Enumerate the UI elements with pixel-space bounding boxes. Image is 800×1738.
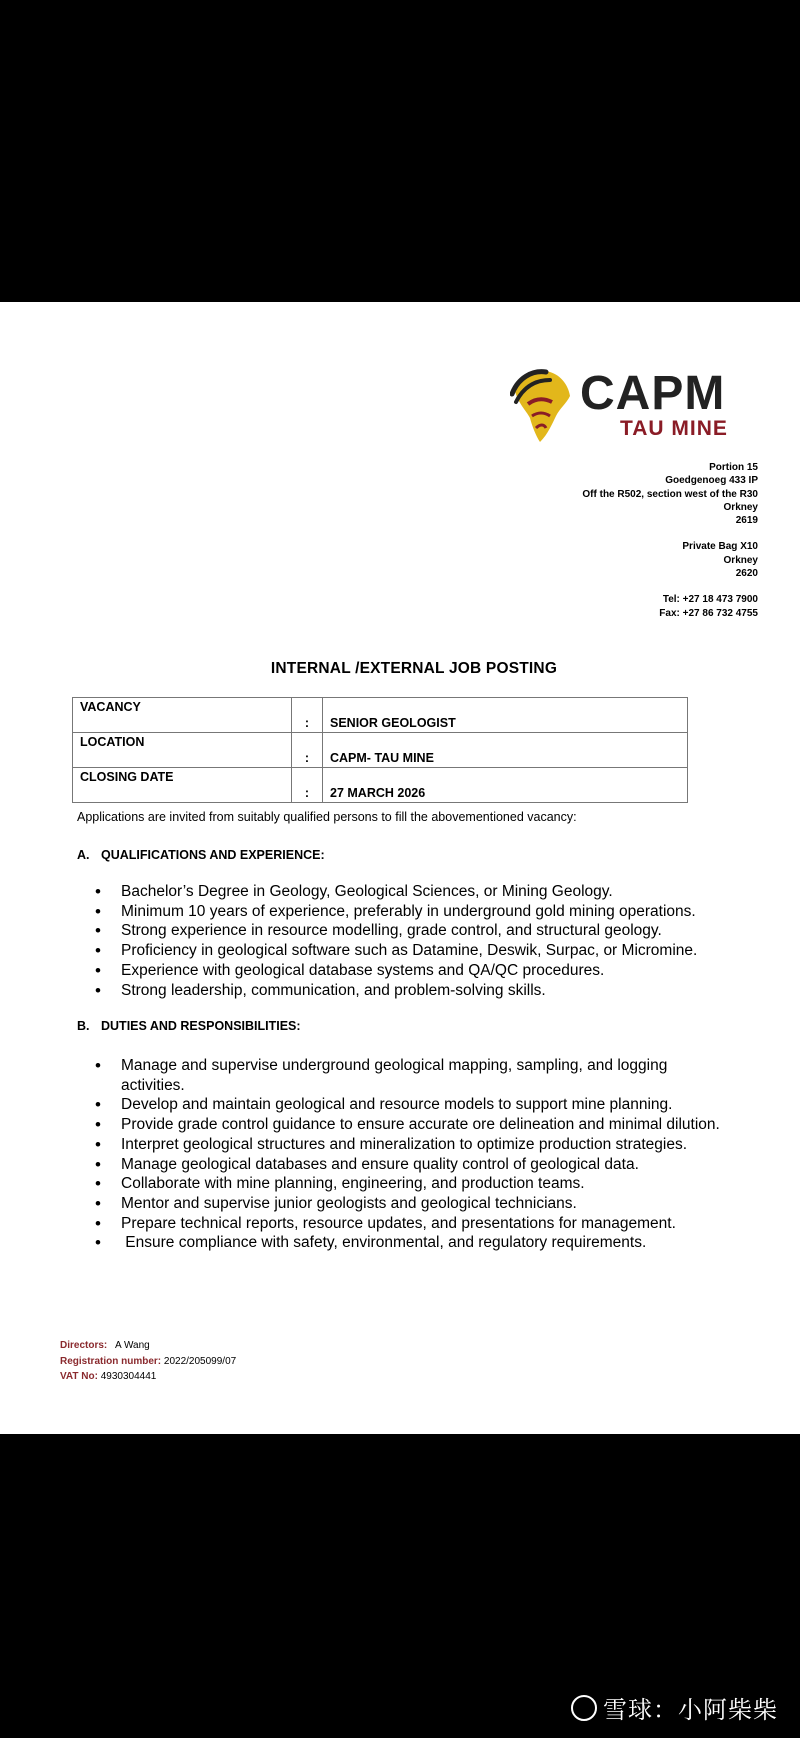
watermark [571, 1690, 778, 1725]
table-row [73, 733, 688, 768]
row-value: SENIOR GEOLOGIST [323, 698, 688, 733]
telephone: Tel: +27 18 473 7900 [662, 594, 758, 606]
logo-wordmark: CAPM [580, 367, 726, 420]
table-row [73, 768, 688, 803]
africa-map-icon [510, 364, 574, 446]
capm-logo [510, 364, 766, 446]
list-item: • Ensure compliance with safety, environmental, and regulatory requirements. [93, 1233, 773, 1253]
list-item: • Provide grade control guidance to ensure accurate ore delineation and minimal dilution. [93, 1115, 773, 1135]
snowball-icon [571, 1695, 597, 1721]
logo-subtitle: TAU MINE [620, 417, 728, 440]
row-value: 27 MARCH 2026 [323, 768, 688, 803]
intro-text: Applications are invited from suitably qualified persons to fill the abovementioned vacancy: [77, 810, 577, 824]
company-footer [60, 1338, 236, 1385]
document-page [0, 302, 800, 1434]
postal-line: Orkney [723, 554, 758, 566]
list-item: • Develop and maintain geological and resource models to support mine planning. [93, 1095, 773, 1115]
list-item: • Minimum 10 years of experience, preferably in underground gold mining operations. [93, 902, 773, 922]
list-item: • Strong leadership, communication, and problem-solving skills. [93, 981, 773, 1001]
registration-line [60, 1354, 236, 1370]
section-letter: B. [77, 1019, 90, 1033]
document-title: INTERNAL /EXTERNAL JOB POSTING [270, 660, 558, 677]
registration-label: Registration number: [60, 1355, 162, 1367]
address-line: 2619 [735, 515, 758, 527]
qualifications-list [93, 882, 773, 1000]
section-title: QUALIFICATIONS AND EXPERIENCE: [101, 848, 325, 862]
section-title: DUTIES AND RESPONSIBILITIES: [101, 1019, 301, 1033]
row-separator: : [292, 768, 323, 803]
list-item: • Mentor and supervise junior geologists and geological technicians. [93, 1194, 773, 1214]
row-separator: : [292, 698, 323, 733]
vat-label: VAT No: [60, 1371, 98, 1382]
list-item: • Interpret geological structures and mineralization to optimize production strategies. [93, 1135, 773, 1155]
registration-value: 2022/205099/07 [163, 1355, 237, 1367]
contact-numbers [582, 593, 758, 620]
company-address [582, 461, 758, 620]
address-line: Goedgenoeg 433 IP [665, 475, 758, 487]
watermark-text: 雪球：小阿柴柴 [603, 1697, 778, 1724]
list-item: • Bachelor’s Degree in Geology, Geological Sciences, or Mining Geology. [93, 882, 773, 902]
address-line: Off the R502, section west of the R30 [582, 488, 758, 500]
physical-address [582, 461, 758, 527]
postal-address [582, 540, 758, 580]
address-line: Orkney [723, 501, 758, 513]
list-item: • Strong experience in resource modelling, grade control, and structural geology. [93, 921, 773, 941]
row-label: VACANCY [73, 698, 292, 733]
directors-line [60, 1338, 236, 1354]
directors-value: A Wang [115, 1340, 150, 1351]
vat-value: 4930304441 [100, 1371, 157, 1382]
duties-list [93, 1056, 773, 1253]
row-separator: : [292, 733, 323, 768]
row-label: CLOSING DATE [73, 768, 292, 803]
list-item: • Manage geological databases and ensure quality control of geological data. [93, 1155, 773, 1175]
section-letter: A. [77, 848, 90, 862]
list-item: • Proficiency in geological software such as Datamine, Deswik, Surpac, or Micromine. [93, 941, 773, 961]
address-line: Portion 15 [709, 462, 758, 473]
fax: Fax: +27 86 732 4755 [659, 607, 758, 619]
postal-line: Private Bag X10 [682, 541, 758, 553]
list-item: • Experience with geological database systems and QA/QC procedures. [93, 961, 773, 981]
list-item: • Prepare technical reports, resource updates, and presentations for management. [93, 1214, 773, 1234]
vat-line [60, 1369, 236, 1385]
row-label: LOCATION [73, 733, 292, 768]
section-b-heading [77, 1019, 301, 1033]
postal-line: 2620 [735, 568, 758, 580]
list-item: • Collaborate with mine planning, engineering, and production teams. [93, 1174, 773, 1194]
row-value: CAPM- TAU MINE [323, 733, 688, 768]
section-a-heading [77, 848, 325, 862]
vacancy-info-table [72, 697, 688, 803]
table-row [73, 698, 688, 733]
directors-label: Directors: [60, 1340, 108, 1351]
list-item: • Manage and supervise underground geological mapping, sampling, and logging activities. [93, 1056, 711, 1095]
